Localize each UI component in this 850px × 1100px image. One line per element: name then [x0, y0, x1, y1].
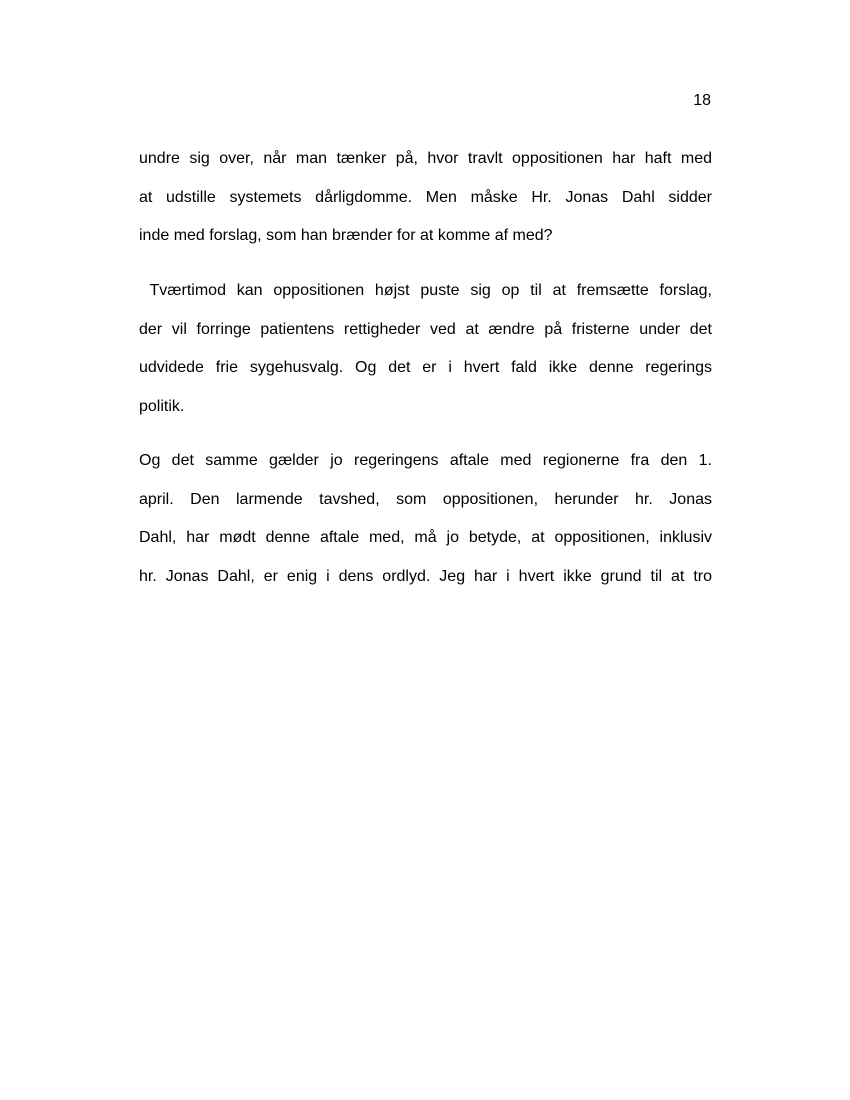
text-line: inde med forslag, som han brænder for at komme af med?: [139, 227, 553, 245]
text-line: der vil forringe patientens rettigheder ved at ændre på fristerne under det: [139, 320, 712, 338]
text-line: udvidede frie sygehusvalg. Og det er i hvert fald ikke denne regerings: [139, 359, 712, 377]
text-line: at udstille systemets dårligdomme. Men måske Hr. Jonas Dahl sidder: [139, 188, 712, 206]
text-line: hr. Jonas Dahl, er enig i dens ordlyd. Jeg har i hvert ikke grund til at tro: [139, 568, 712, 586]
text-line: Tværtimod kan oppositionen højst puste sig op til at fremsætte forslag,: [139, 282, 712, 299]
paragraph-3: [139, 442, 712, 597]
text-line: undre sig over, når man tænker på, hvor travlt oppositionen har haft med: [139, 150, 712, 167]
text-line: Dahl, har mødt denne aftale med, må jo betyde, at oppositionen, inklusiv: [139, 529, 712, 547]
paragraph-1: [139, 140, 712, 256]
page-number: 18: [693, 92, 711, 109]
paragraph-2: [139, 272, 712, 427]
text-line: politik.: [139, 398, 185, 416]
text-line: april. Den larmende tavshed, som oppositionen, herunder hr. Jonas: [139, 490, 712, 508]
text-line: Og det samme gælder jo regeringens aftale med regionerne fra den 1.: [139, 452, 712, 469]
